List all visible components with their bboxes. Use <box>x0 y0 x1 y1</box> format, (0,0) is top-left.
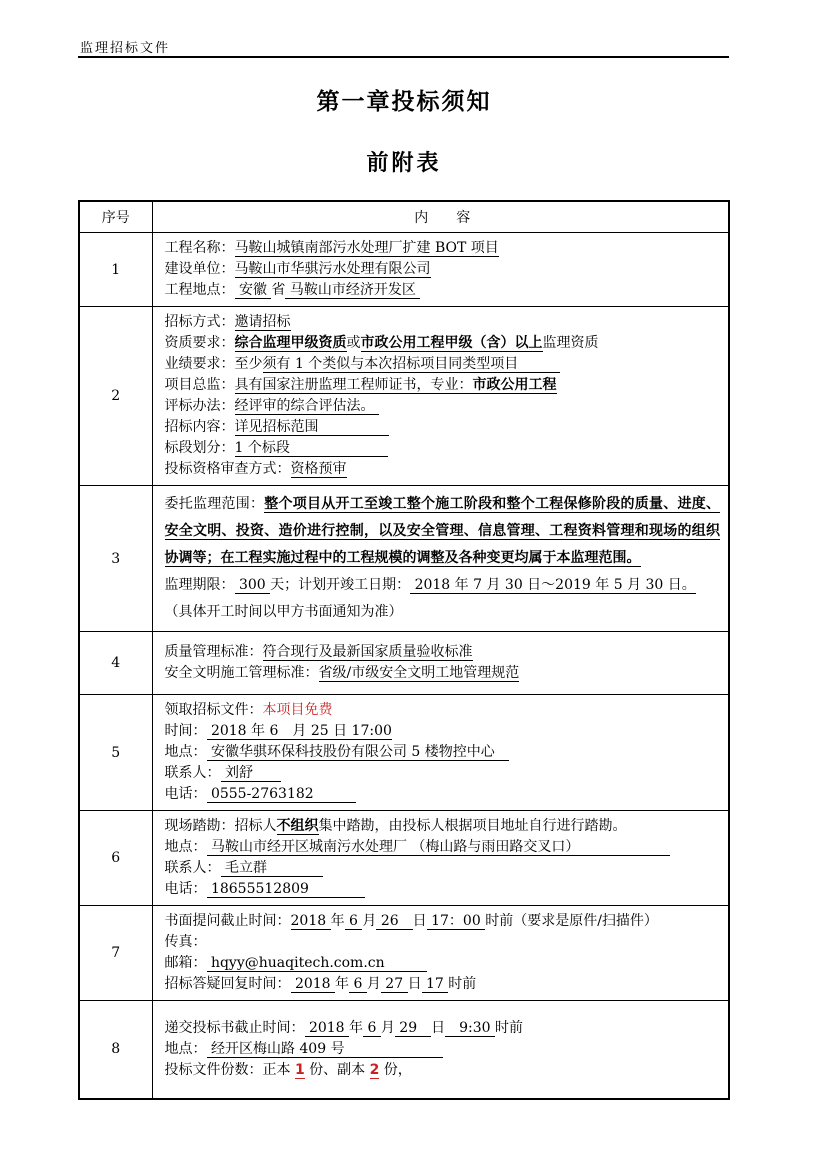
text-run: 份， <box>379 1061 412 1078</box>
row-number: 6 <box>79 811 152 906</box>
text-run: 邮箱： <box>164 955 207 971</box>
line-collection-time <box>165 721 721 742</box>
text-run: 工程地点： <box>164 282 235 298</box>
text-run: 评标办法： <box>164 398 235 414</box>
line-collection-contact <box>165 763 721 784</box>
text-run: 日 <box>412 913 427 929</box>
row-content <box>152 906 729 1001</box>
row-number: 4 <box>79 632 152 695</box>
table-row <box>79 811 729 906</box>
text-run: 26 <box>376 913 413 929</box>
row-content <box>152 811 729 906</box>
text-run: 2018 年 7 月 30 日～2019 年 5 月 30 日。 <box>410 577 696 593</box>
row-content <box>152 307 729 486</box>
col-header-no: 序号 <box>79 201 152 233</box>
text-run: 电话： <box>164 881 207 897</box>
text-run: 监理期限： <box>164 577 235 593</box>
text-run: 27 <box>380 976 408 992</box>
text-run: （具体开工时间以甲方书面通知为准） <box>164 604 403 620</box>
text-run: 电话： <box>164 786 207 802</box>
line-quality-standard <box>165 642 721 663</box>
text-run: 29 <box>394 1019 432 1036</box>
table-row <box>79 695 729 811</box>
text-run: 省 <box>271 282 286 298</box>
text-run: 集中踏勘，由投标人根据项目地址自行进行踏勘。 <box>318 818 627 834</box>
bid-notice-table <box>78 200 730 1100</box>
text-run: 9:30 <box>445 1019 495 1036</box>
text-run: 时间： <box>164 723 207 739</box>
text-run: 6 <box>344 913 363 929</box>
row-content <box>152 695 729 811</box>
row-number: 3 <box>79 486 152 632</box>
line-bid-method <box>165 312 721 333</box>
text-run: 1 <box>294 1061 305 1078</box>
col-header-content: 内 容 <box>152 201 729 233</box>
table-row <box>79 233 729 307</box>
text-run: hqyy@huaqitech.com.cn <box>206 955 427 971</box>
text-run: 投标资格审查方式： <box>164 461 291 477</box>
row-content <box>152 1001 729 1099</box>
text-run: 1 个标段 <box>234 440 388 456</box>
text-run: 17 <box>421 976 449 992</box>
text-run: 地点： <box>164 744 207 760</box>
text-run: 本项目免费 <box>262 702 333 718</box>
line-chief-supervisor <box>165 375 721 396</box>
text-run: 马鞍山市经济开发区 <box>285 282 421 298</box>
text-run: 月 <box>362 913 377 929</box>
line-site-visit <box>165 816 721 837</box>
text-run: 传真： <box>164 934 207 950</box>
text-run: 年 <box>330 913 345 929</box>
row-content <box>152 233 729 307</box>
page-header-text: 监理招标文件 <box>80 41 171 56</box>
text-run: 监理资质 <box>542 335 599 351</box>
text-run: 递交投标书截止时间： <box>164 1019 305 1036</box>
row-content <box>152 632 729 695</box>
text-run: 资质要求： <box>164 335 235 351</box>
line-project-location <box>165 280 721 301</box>
text-run: 详见招标范围 <box>234 419 389 435</box>
chapter-title: 第一章投标须知 <box>316 89 492 115</box>
line-collection-place <box>165 742 721 763</box>
header-rule <box>78 56 729 58</box>
row-number: 2 <box>79 307 152 486</box>
text-run: 6 <box>363 1019 381 1036</box>
line-answer-time <box>165 974 721 995</box>
text-run: 经开区梅山路 409 号 <box>206 1040 443 1057</box>
text-run: 2 <box>369 1061 380 1078</box>
line-copies-count <box>165 1060 721 1081</box>
text-run: 300 <box>234 577 271 593</box>
text-run: 时前 <box>448 976 477 992</box>
text-run: 项目总监： <box>164 377 235 393</box>
text-run: 书面提问截止时间： <box>164 913 291 929</box>
text-run: 投标文件份数：正本 <box>164 1061 295 1078</box>
text-run: 马鞍山城镇南部污水处理厂扩建 BOT 项目 <box>234 240 499 256</box>
row-number: 8 <box>79 1001 152 1099</box>
text-run: 省级/市级安全文明工地管理规范 <box>318 665 520 681</box>
text-run: 市政公用工程 <box>472 377 557 393</box>
table-row <box>79 906 729 1001</box>
line-qualification-req <box>165 333 721 354</box>
line-supervision-period <box>165 572 721 599</box>
table-header-row <box>79 201 729 233</box>
text-run: 符合现行及最新国家质量验收标准 <box>262 644 473 660</box>
line-email <box>165 953 721 974</box>
text-run: 天；计划开竣工日期： <box>270 577 411 593</box>
text-run: 标段划分： <box>164 440 235 456</box>
text-run: 不组织 <box>276 818 319 834</box>
line-construction-unit <box>165 259 721 280</box>
line-collection-phone <box>165 784 721 805</box>
text-run: 联系人： <box>164 860 221 876</box>
text-run: 委托监理范围： <box>164 496 265 512</box>
text-run: 2018 年 6 月 25 日 17:00 <box>206 723 392 739</box>
line-submission-deadline <box>165 1018 721 1039</box>
text-run: 安徽 <box>234 282 272 298</box>
row-number: 7 <box>79 906 152 1001</box>
text-run: 马鞍山市经开区城南污水处理厂 （梅山路与雨田路交叉口） <box>206 839 671 855</box>
line-submission-place <box>165 1039 721 1060</box>
text-run: 须有 1 个类似与本次招标项目同类型项目 <box>262 356 561 372</box>
row-content <box>152 486 729 632</box>
text-run: 市政公用工程甲级（含）以上 <box>360 335 543 351</box>
text-run: 时前（要求是原件/扫描件） <box>485 913 658 929</box>
row-number: 1 <box>79 233 152 307</box>
text-run: 安全文明施工管理标准： <box>164 665 319 681</box>
text-run: 年 <box>335 976 350 992</box>
text-run: 整个项目从开工至竣工整个施工阶段和整个工程保修阶段的质量、进度、安全文明、投资、造价进行控制，以及安全管理、信息管理、工程资料管理和现场的组织协调等；在工程实施过程中的工程规模的调整及各种变更均属于本监理范围。 <box>164 496 720 566</box>
table-row <box>79 632 729 695</box>
text-run: 地点： <box>164 1040 207 1057</box>
line-project-name <box>165 238 721 259</box>
text-run: 质量管理标准： <box>164 644 263 660</box>
text-run: 具有国家注册监理工程师证书，专业： <box>234 377 473 393</box>
text-run: 刘舒 <box>220 765 281 781</box>
text-run: 0555-2763182 <box>206 786 356 802</box>
text-run: 邀请招标 <box>234 314 291 330</box>
text-run: 地点： <box>164 839 207 855</box>
table-subtitle: 前附表 <box>366 151 442 176</box>
line-visit-contact <box>165 858 721 879</box>
text-run: 17：00 <box>426 913 486 929</box>
line-supervision-scope <box>165 491 721 572</box>
text-run: 联系人： <box>164 765 221 781</box>
text-run: 业绩要求：至少 <box>164 356 263 372</box>
text-run: 领取招标文件： <box>164 702 263 718</box>
text-run: 2018 <box>290 976 336 992</box>
text-run: 工程名称： <box>164 240 235 256</box>
table-row <box>79 307 729 486</box>
text-run: 日 <box>407 976 422 992</box>
text-run: 2018 <box>304 1019 350 1036</box>
line-section-division <box>165 438 721 459</box>
text-run: 建设单位： <box>164 261 235 277</box>
text-run: 或 <box>346 335 361 351</box>
table-row <box>79 486 729 632</box>
text-run: 6 <box>349 976 367 992</box>
text-run: 日 <box>431 1019 446 1036</box>
text-run: 安徽华骐环保科技股份有限公司 5 楼物控中心 <box>206 744 509 760</box>
line-question-deadline <box>165 911 721 932</box>
text-run: 2018 <box>290 913 331 929</box>
line-prequalification <box>165 459 721 480</box>
line-start-note <box>165 599 721 626</box>
line-evaluation-method <box>165 396 721 417</box>
text-run: 年 <box>349 1019 364 1036</box>
text-run: 资格预审 <box>290 461 347 477</box>
text-run: 18655512809 <box>206 881 365 897</box>
line-performance-req <box>165 354 721 375</box>
text-run: 招标方式： <box>164 314 235 330</box>
text-run: 招标内容： <box>164 419 235 435</box>
text-run: 份、副本 <box>304 1061 370 1078</box>
text-run: 月 <box>380 1019 395 1036</box>
line-doc-collection <box>165 700 721 721</box>
text-run: 时前 <box>495 1019 523 1036</box>
text-run: 马鞍山市华骐污水处理有限公司 <box>234 261 431 277</box>
line-safety-standard <box>165 663 721 684</box>
line-fax <box>165 932 721 953</box>
text-run: 招标答疑回复时间： <box>164 976 291 992</box>
text-run: 经评审的综合评估法。 <box>234 398 379 414</box>
text-run: 月 <box>366 976 381 992</box>
line-visit-phone <box>165 879 721 900</box>
line-visit-place <box>165 837 721 858</box>
table-row <box>79 1001 729 1099</box>
line-bid-content <box>165 417 721 438</box>
text-run: 现场踏勘：招标人 <box>164 818 277 834</box>
row-number: 5 <box>79 695 152 811</box>
text-run: 毛立群 <box>220 860 323 876</box>
text-run: 综合监理甲级资质 <box>234 335 347 351</box>
